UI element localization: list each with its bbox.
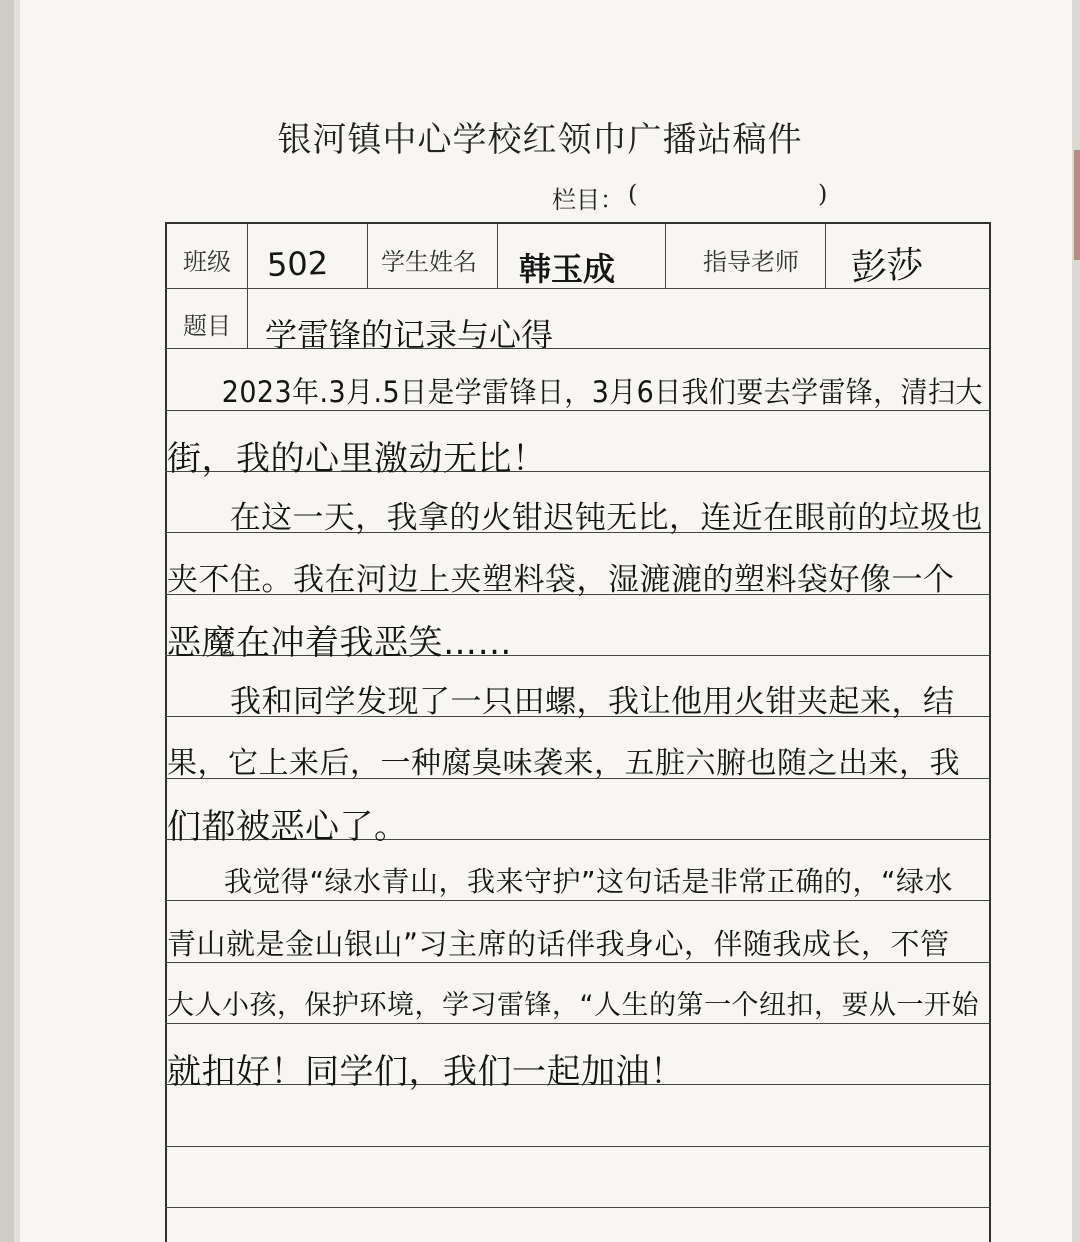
body-line-6: 我和同学发现了一只田螺，我让他用火钳夹起来，结 — [167, 684, 955, 720]
teacher-value: 彭莎 — [850, 244, 925, 289]
rule-line — [165, 1207, 991, 1208]
body-line-4: 夹不住。我在河边上夹塑料袋，湿漉漉的塑料袋好像一个 — [167, 562, 955, 598]
column-close-paren: ) — [818, 180, 828, 208]
rule-line — [165, 348, 991, 349]
body-line-7: 果，它上来后，一种腐臭味袭来，五脏六腑也随之出来，我 — [167, 746, 960, 781]
body-line-9: 我觉得“绿水青山，我来守护”这句话是非常正确的，“绿水 — [167, 865, 954, 898]
paper-edge-mark — [1074, 150, 1080, 260]
body-line-2: 街，我的心里激动无比！ — [167, 439, 547, 479]
divider-v1 — [247, 224, 248, 288]
page-title: 银河镇中心学校红领巾广播站稿件 — [277, 120, 803, 160]
body-line-1: 2023年.3月.5日是学雷锋日，3月6日我们要去学雷锋，清扫大 — [167, 375, 983, 409]
class-value: 502 — [266, 243, 329, 284]
divider-v2 — [367, 224, 368, 288]
row-divider-header — [165, 288, 991, 289]
column-label: 栏目： — [552, 186, 624, 214]
student-name-label: 学生姓名 — [381, 248, 477, 276]
body-line-3: 在这一天，我拿的火钳迟钝无比，连近在眼前的垃圾也 — [167, 500, 983, 536]
rule-line — [165, 1146, 991, 1147]
column-open-paren: ( — [628, 180, 638, 208]
topic-value: 学雷锋的记录与心得 — [265, 316, 554, 354]
divider-v6 — [247, 288, 248, 348]
body-line-12: 就扣好！同学们，我们一起加油！ — [167, 1052, 685, 1092]
topic-label: 题目 — [183, 312, 231, 340]
body-line-5: 恶魔在冲着我恶笑…… — [167, 623, 512, 663]
class-label: 班级 — [183, 248, 231, 276]
body-line-10: 青山就是金山银山”习主席的话伴我身心，伴随我成长，不管 — [167, 927, 950, 961]
student-name-value: 韩玉成 — [519, 250, 616, 288]
manuscript-sheet — [165, 222, 991, 1242]
divider-v3 — [497, 224, 498, 288]
rule-line — [165, 900, 991, 901]
paper-shadow-left-inner — [14, 0, 20, 1242]
divider-v4 — [665, 224, 666, 288]
teacher-label: 指导老师 — [703, 248, 799, 276]
body-line-8: 们都被恶心了。 — [167, 807, 409, 847]
paper-shadow-left — [0, 0, 14, 1242]
rule-line — [165, 1023, 991, 1024]
body-line-11: 大人小孩，保护环境，学习雷锋，“人生的第一个纽扣，要从一开始 — [167, 990, 979, 1021]
divider-v5 — [825, 224, 826, 288]
